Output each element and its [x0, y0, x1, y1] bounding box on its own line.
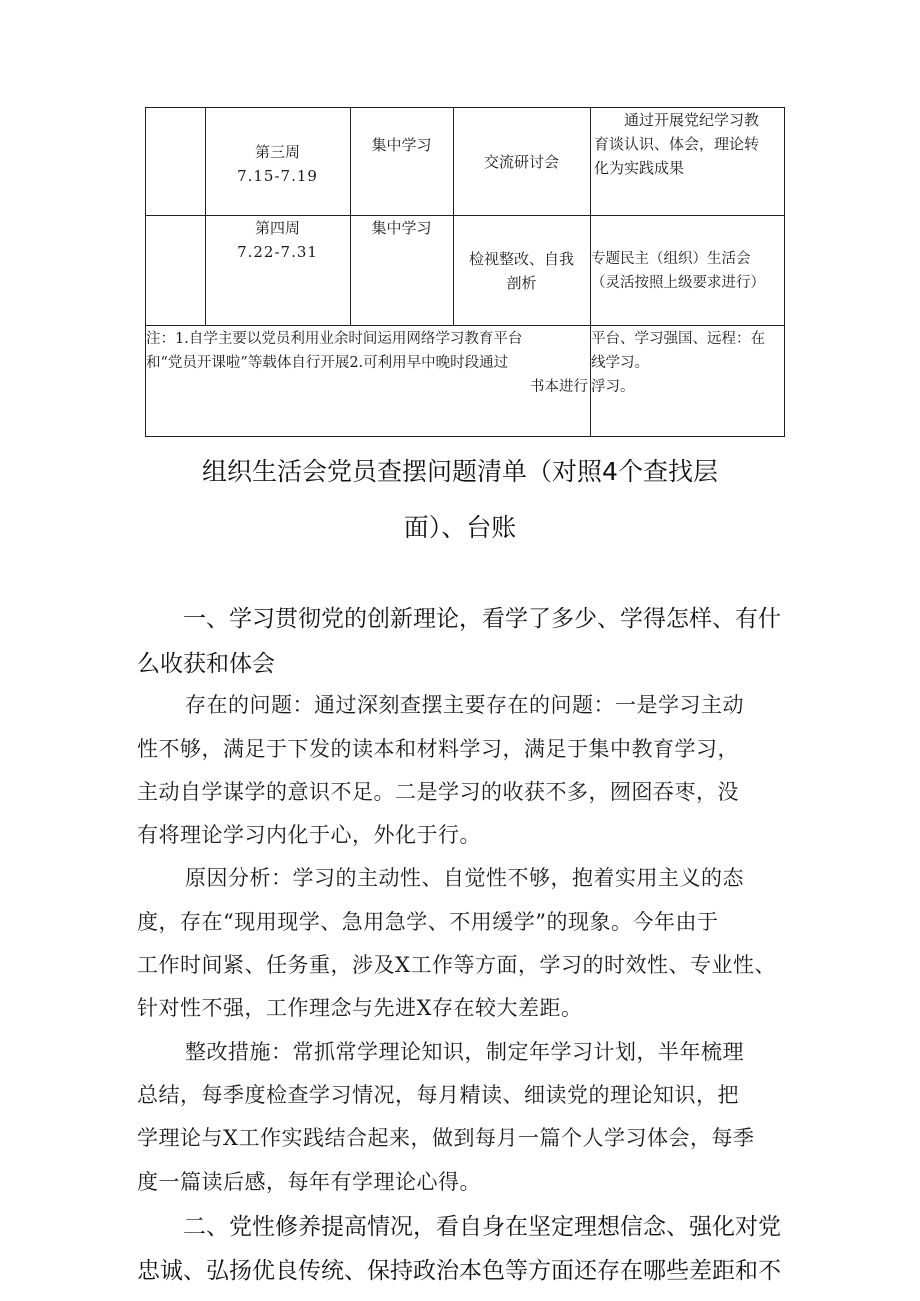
study-mode: 集中学习: [371, 136, 432, 154]
table-rule: [145, 325, 785, 326]
table-row: [205, 216, 350, 264]
week-dates: 7.15-7.19: [237, 167, 318, 185]
table-note: 注：1.自学主要以党员利用业余时间运用网络学习教育平台 和“党员开课啦”等载体自行开展2.可利用早中晚时段通过 书本进行: [146, 331, 588, 395]
week-dates: 7.22-7.31: [237, 243, 318, 261]
page-title-continued: 面）、台账: [403, 513, 517, 542]
page-title: 组织生活会党员查摆问题清单（对照4个查找层: [202, 457, 718, 486]
content: 通过开展党纪学习教 育谈认识、体会，理论转 化为实践成果: [594, 111, 760, 177]
table-rule: [145, 436, 785, 437]
table-row: [205, 140, 350, 188]
activity: 交流研讨会: [483, 153, 559, 171]
activity: 检视整改、自我 剖析: [468, 250, 574, 292]
week-label: 第四周: [254, 219, 300, 237]
study-schedule-table: [0, 0, 920, 440]
week-label: 第三周: [254, 143, 300, 161]
study-mode: 集中学习: [371, 219, 432, 237]
content: 专题民主（组织）生活会 （灵活按照上级要求进行）: [591, 251, 765, 291]
table-note-continued: 平台、学习强国、远程：在 线学习。 浮习。: [591, 331, 765, 395]
